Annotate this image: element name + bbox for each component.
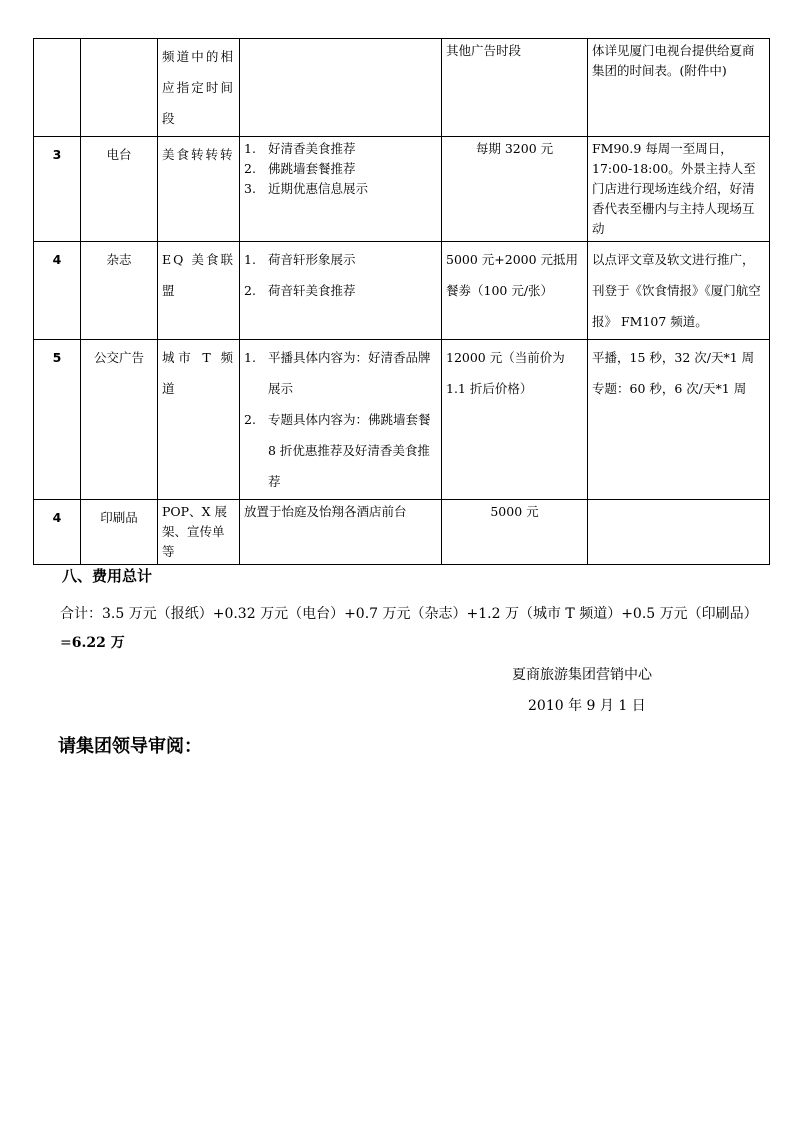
note-cell: FM90.9 每周一至周日，17:00-18:00。外景主持人至门店进行现场连线介绍，好清香代表至栅内与主持人现场互动 (588, 137, 770, 242)
signature-org: 夏商旅游集团营销中心 (512, 667, 652, 683)
media-type: 电台 (81, 137, 158, 242)
content-cell (240, 242, 442, 340)
list-item: 2. 佛跳墙套餐推荐 (244, 161, 356, 176)
signature-date: 2010 年 9 月 1 日 (528, 698, 646, 714)
table-row (34, 137, 770, 242)
cost-cell: 其他广告时段 (442, 39, 588, 137)
media-type: 公交广告 (81, 340, 158, 500)
table-row (34, 242, 770, 340)
list-item: 2. 专题具体内容为：佛跳墙套餐 8 折优惠推荐及好清香美食推荐 (244, 412, 431, 489)
list-item: 1. 平播具体内容为：好清香品牌展示 (244, 350, 431, 396)
content-cell (240, 137, 442, 242)
row-number (34, 39, 81, 137)
media-type: 印刷品 (81, 500, 158, 565)
row-number: 4 (34, 242, 81, 340)
program-name: 美食转转转 (158, 137, 240, 242)
cost-cell: 12000 元（当前价为 1.1 折后价格） (442, 340, 588, 500)
cost-cell: 5000 元+2000 元抵用餐劵（100 元/张） (442, 242, 588, 340)
cost-cell: 每期 3200 元 (442, 137, 588, 242)
review-heading: 请集团领导审阅： (58, 736, 202, 757)
program-name: 频道中的相应指定时间段 (158, 39, 240, 137)
note-cell: 体详见厦门电视台提供给夏商集团的时间表。(附件中) (588, 39, 770, 137)
table-row (34, 340, 770, 500)
section-heading: 八、费用总计 (62, 567, 153, 585)
row-number: 3 (34, 137, 81, 242)
media-type (81, 39, 158, 137)
media-plan-table (33, 38, 770, 565)
cost-cell: 5000 元 (442, 500, 588, 565)
row-number: 5 (34, 340, 81, 500)
list-item: 2. 荷音轩美食推荐 (244, 283, 356, 298)
total-text: 合计：3.5 万元（报纸）+0.32 万元（电台）+0.7 万元（杂志）+1.2 万（城市 T 频道）+0.5 万元（印刷品）= (60, 606, 758, 651)
total-value: 6.22 万 (71, 635, 125, 651)
content-cell: 放置于怡庭及怡翔各酒店前台 (240, 500, 442, 565)
content-cell (240, 39, 442, 137)
note-cell: 以点评文章及软文进行推广，刊登于《饮食情报》《厦门航空报》 FM107 频道。 (588, 242, 770, 340)
note-cell (588, 500, 770, 565)
list-item: 3. 近期优惠信息展示 (244, 181, 369, 196)
program-name: EQ 美食联盟 (158, 242, 240, 340)
program-name: POP、X 展架、宣传单等 (158, 500, 240, 565)
media-type: 杂志 (81, 242, 158, 340)
list-item: 1. 荷音轩形象展示 (244, 252, 356, 267)
table-row (34, 500, 770, 565)
list-item: 1. 好清香美食推荐 (244, 141, 356, 156)
table-row (34, 39, 770, 137)
cost-total (60, 600, 770, 658)
row-number: 4 (34, 500, 81, 565)
note-cell: 平播，15 秒，32 次/天*1 周 专题：60 秒，6 次/天*1 周 (588, 340, 770, 500)
content-cell (240, 340, 442, 500)
program-name: 城市 T 频道 (158, 340, 240, 500)
